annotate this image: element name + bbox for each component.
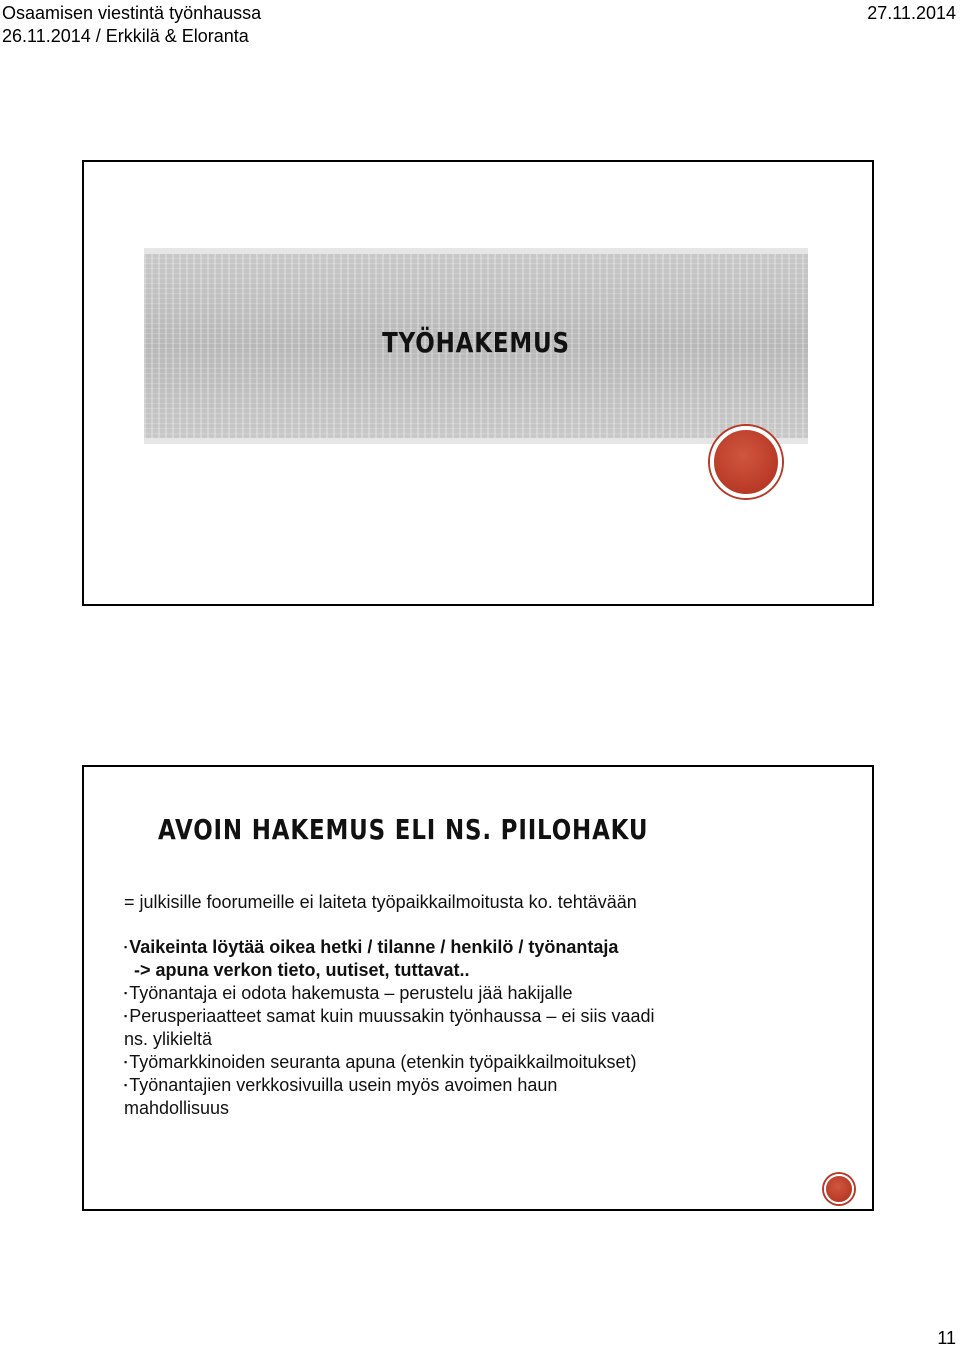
list-item: ▪ Perusperiaatteet samat kuin muussakin työnhaussa – ei siis vaadi bbox=[124, 1006, 655, 1026]
bullet-icon: ▪ bbox=[124, 1011, 128, 1021]
bullet-icon: ▪ bbox=[124, 1057, 128, 1067]
slide-2 bbox=[82, 765, 874, 1211]
page-number: 11 bbox=[937, 1328, 956, 1348]
list-item-continuation: mahdollisuus bbox=[124, 1098, 230, 1118]
list-item: ▪ Työnantaja ei odota hakemusta – perustelu jää hakijalle bbox=[124, 983, 573, 1003]
slide-2-title: AVOIN HAKEMUS ELI NS. PIILOHAKU bbox=[158, 813, 649, 846]
title-band bbox=[144, 248, 808, 444]
list-item: ▪ Työnantajien verkkosivuilla usein myös avoimen haun bbox=[124, 1075, 558, 1095]
course-title: Osaamisen viestintä työnhaussa bbox=[2, 3, 262, 23]
header-subtitle: 26.11.2014 / Erkkilä & Eloranta bbox=[2, 26, 249, 46]
decorative-circle bbox=[710, 426, 782, 498]
bullet-icon: ▪ bbox=[124, 1080, 128, 1090]
list-item-continuation: ns. ylikieltä bbox=[124, 1029, 213, 1049]
intro-text: = julkisille foorumeille ei laiteta työpaikkailmoitusta ko. tehtävään bbox=[124, 892, 637, 912]
header-date: 27.11.2014 bbox=[867, 3, 956, 23]
bullet-icon: ▪ bbox=[124, 942, 128, 952]
slide-1 bbox=[82, 160, 874, 606]
slide-2-body bbox=[124, 891, 654, 1120]
slide-1-title: TYÖHAKEMUS bbox=[382, 326, 570, 359]
decorative-circle-small bbox=[824, 1174, 854, 1204]
list-item-continuation: -> apuna verkon tieto, uutiset, tuttavat.. bbox=[134, 960, 470, 980]
bullet-icon: ▪ bbox=[124, 988, 128, 998]
list-item: ▪ Työmarkkinoiden seuranta apuna (etenkin työpaikkailmoitukset) bbox=[124, 1052, 637, 1072]
list-item: ▪ Vaikeinta löytää oikea hetki / tilanne / henkilö / työnantaja bbox=[124, 937, 619, 957]
